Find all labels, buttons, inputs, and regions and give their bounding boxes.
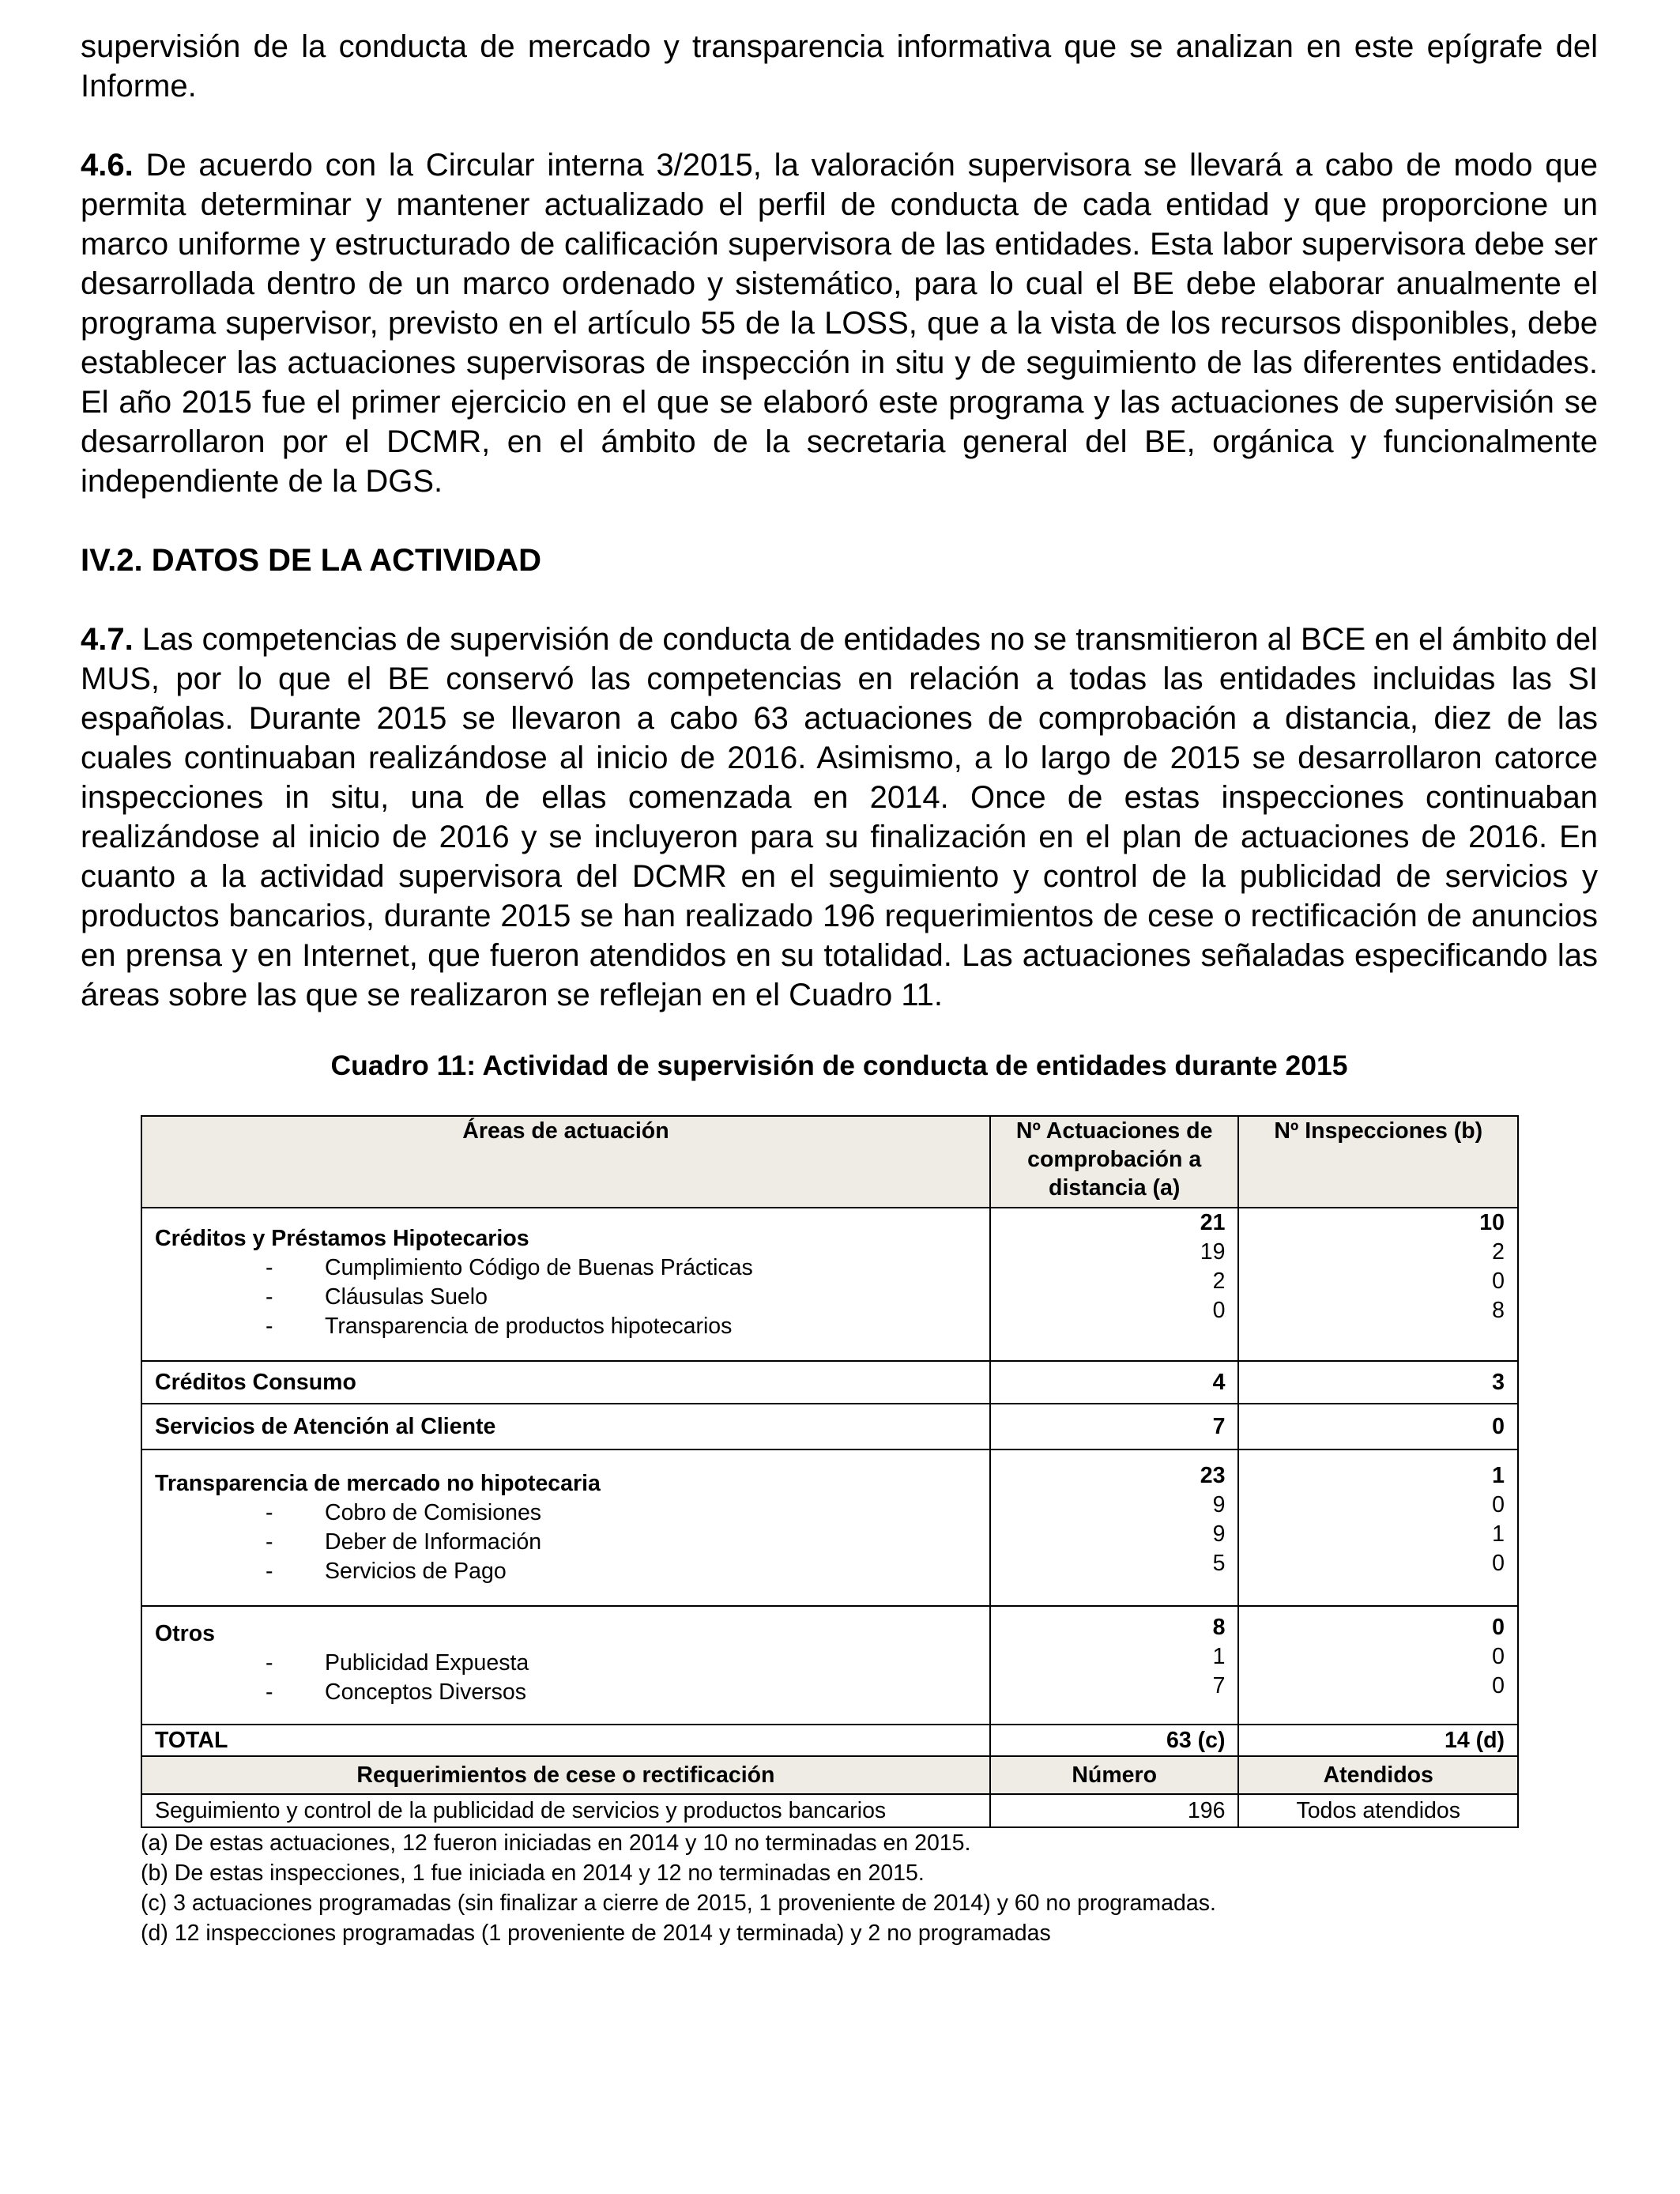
- actuaciones-cell: [990, 1606, 1239, 1725]
- group-total-value: 10: [1479, 1210, 1505, 1235]
- footnote-c: (c) 3 actuaciones programadas (sin finalizar a cierre de 2015, 1 proveniente de 2014) y 60 no programadas.: [141, 1891, 1216, 1916]
- table-row: [141, 1606, 1518, 1725]
- item-value: 5: [1212, 1551, 1226, 1576]
- list-item: - Cláusulas Suelo: [155, 1283, 977, 1312]
- area-cell: [141, 1449, 990, 1606]
- list-item: - Publicidad Expuesta: [155, 1649, 977, 1678]
- item-value: 0: [1492, 1492, 1505, 1517]
- header-areas: Áreas de actuación: [141, 1116, 990, 1208]
- item-value: 2: [1212, 1269, 1226, 1294]
- footnote-a: (a) De estas actuaciones, 12 fueron iniciadas en 2014 y 10 no terminadas en 2015.: [141, 1830, 971, 1856]
- inspecciones-cell: 0: [1238, 1404, 1518, 1449]
- inspecciones-cell: 3: [1238, 1361, 1518, 1404]
- item-value: 0: [1492, 1551, 1505, 1576]
- table-row: [141, 1361, 1518, 1404]
- req-header-numero: Número: [990, 1756, 1239, 1794]
- area-title: Otros: [155, 1621, 216, 1646]
- req-header-label: Requerimientos de cese o rectificación: [141, 1756, 990, 1794]
- item-value: 19: [1200, 1239, 1226, 1265]
- area-cell: [141, 1208, 990, 1361]
- area-title: Servicios de Atención al Cliente: [141, 1404, 990, 1449]
- table-caption: Cuadro 11: Actividad de supervisión de conducta de entidades durante 2015: [330, 1050, 1348, 1081]
- area-item-label: Publicidad Expuesta: [325, 1650, 529, 1676]
- table-wrapper: [141, 1115, 1519, 1828]
- area-item-label: Deber de Información: [325, 1529, 542, 1555]
- paragraph-number: 4.6.: [81, 148, 134, 183]
- area-title: Transparencia de mercado no hipotecaria: [155, 1471, 601, 1496]
- table-row: [141, 1449, 1518, 1606]
- section-heading: IV.2. DATOS DE LA ACTIVIDAD: [81, 543, 542, 578]
- activity-table: [141, 1115, 1519, 1828]
- item-value: 0: [1492, 1673, 1505, 1698]
- list-item: - Transparencia de productos hipotecarios: [155, 1312, 977, 1341]
- item-value: 7: [1212, 1673, 1226, 1698]
- inspecciones-cell: [1238, 1606, 1518, 1725]
- area-item-label: Conceptos Diversos: [325, 1679, 527, 1705]
- area-item-label: Cláusulas Suelo: [325, 1284, 488, 1310]
- inspecciones-cell: [1238, 1208, 1518, 1361]
- paragraph-text: De acuerdo con la Circular interna 3/2015, la valoración supervisora se llevará a cabo de modo que permita determinar y mantener actualizado el perfil de conducta de cada entidad y que proporcione un marco uniforme y estructurado de calificación supervisora de las entidades. Esta labor supervisora debe ser desarrollada dentro de un marco ordenado y sistemático, para lo cual el BE debe elaborar anualmente el programa supervisor, previsto en el artículo 55 de la LOSS, que a la vista de los recursos disponibles, debe establecer las actuaciones supervisoras de inspección in situ y de seguimiento de las diferentes entidades. El año 2015 fue el primer ejercicio en el que se elaboró este programa y las actuaciones de supervisión se desarrollaron por el DCMR, en el ámbito de la secretaria general del BE, orgánica y funcionalmente independiente de la DGS.: [81, 148, 1598, 499]
- group-total-value: 8: [1212, 1615, 1226, 1640]
- item-value: 0: [1212, 1298, 1226, 1323]
- list-item: - Servicios de Pago: [155, 1557, 977, 1586]
- req-numero: 196: [990, 1794, 1239, 1827]
- actuaciones-cell: [990, 1449, 1239, 1606]
- area-cell: [141, 1606, 990, 1725]
- item-value: 8: [1492, 1298, 1505, 1323]
- area-title: Créditos y Préstamos Hipotecarios: [155, 1226, 529, 1251]
- intro-paragraph: supervisión de la conducta de mercado y transparencia informativa que se analizan en este epígrafe del Informe.: [81, 29, 1598, 104]
- list-item: - Cumplimiento Código de Buenas Prácticas: [155, 1253, 977, 1283]
- total-actuaciones: 63 (c): [990, 1725, 1239, 1756]
- group-total-value: 23: [1200, 1463, 1226, 1488]
- document-page: [81, 27, 1598, 1948]
- area-title: Créditos Consumo: [141, 1361, 990, 1404]
- paragraph-4-7: [81, 620, 1598, 1015]
- req-atendidos: Todos atendidos: [1238, 1794, 1518, 1827]
- group-total-value: 0: [1492, 1615, 1505, 1640]
- footnotes: [141, 1828, 1598, 1948]
- area-item-label: Servicios de Pago: [325, 1559, 507, 1584]
- inspecciones-cell: [1238, 1449, 1518, 1606]
- header-actuaciones: Nº Actuaciones de comprobación a distancia (a): [990, 1116, 1239, 1208]
- total-label: TOTAL: [141, 1725, 990, 1756]
- requerimientos-header-row: [141, 1756, 1518, 1794]
- list-item: - Deber de Información: [155, 1528, 977, 1557]
- actuaciones-cell: [990, 1208, 1239, 1361]
- total-inspecciones: 14 (d): [1238, 1725, 1518, 1756]
- group-total-value: 21: [1200, 1210, 1226, 1235]
- table-header-row: [141, 1116, 1518, 1208]
- item-value: 1: [1212, 1644, 1226, 1669]
- paragraph-text: Las competencias de supervisión de conducta de entidades no se transmitieron al BCE en el ámbito del MUS, por lo que el BE conservó las competencias en relación a todas las entidades incluidas las SI españolas. Durante 2015 se llevaron a cabo 63 actuaciones de comprobación a distancia, diez de las cuales continuaban realizándose al inicio de 2016. Asimismo, a lo largo de 2015 se desarrollaron catorce inspecciones in situ, una de ellas comenzada en 2014. Once de estas inspecciones continuaban realizándose al inicio de 2016 y se incluyeron para su finalización en el plan de actuaciones de 2016. En cuanto a la actividad supervisora del DCMR en el seguimiento y control de la publicidad de servicios y productos bancarios, durante 2015 se han realizado 196 requerimientos de cese o rectificación de anuncios en prensa y en Internet, que fueron atendidos en su totalidad. Las actuaciones señaladas especificando las áreas sobre las que se realizaron se reflejan en el Cuadro 11.: [81, 622, 1598, 1012]
- footnote-d: (d) 12 inspecciones programadas (1 proveniente de 2014 y terminada) y 2 no programadas: [141, 1921, 1051, 1946]
- requerimientos-row: [141, 1794, 1518, 1827]
- total-row: [141, 1725, 1518, 1756]
- req-label: Seguimiento y control de la publicidad de servicios y productos bancarios: [141, 1794, 990, 1827]
- list-item: - Conceptos Diversos: [155, 1678, 977, 1707]
- item-value: 1: [1492, 1521, 1505, 1547]
- header-inspecciones: Nº Inspecciones (b): [1238, 1116, 1518, 1208]
- table-row: [141, 1208, 1518, 1361]
- actuaciones-cell: 7: [990, 1404, 1239, 1449]
- paragraph-number: 4.7.: [81, 622, 134, 657]
- group-total-value: 1: [1492, 1463, 1505, 1488]
- paragraph-4-6: [81, 145, 1598, 501]
- footnote-b: (b) De estas inspecciones, 1 fue iniciada en 2014 y 12 no terminadas en 2015.: [141, 1860, 925, 1886]
- item-value: 0: [1492, 1644, 1505, 1669]
- item-value: 9: [1212, 1521, 1226, 1547]
- item-value: 9: [1212, 1492, 1226, 1517]
- table-row: [141, 1404, 1518, 1449]
- area-item-label: Cumplimiento Código de Buenas Prácticas: [325, 1255, 753, 1280]
- list-item: - Cobro de Comisiones: [155, 1498, 977, 1528]
- item-value: 0: [1492, 1269, 1505, 1294]
- req-header-atendidos: Atendidos: [1238, 1756, 1518, 1794]
- area-item-label: Transparencia de productos hipotecarios: [325, 1314, 733, 1339]
- item-value: 2: [1492, 1239, 1505, 1265]
- area-item-label: Cobro de Comisiones: [325, 1500, 542, 1525]
- actuaciones-cell: 4: [990, 1361, 1239, 1404]
